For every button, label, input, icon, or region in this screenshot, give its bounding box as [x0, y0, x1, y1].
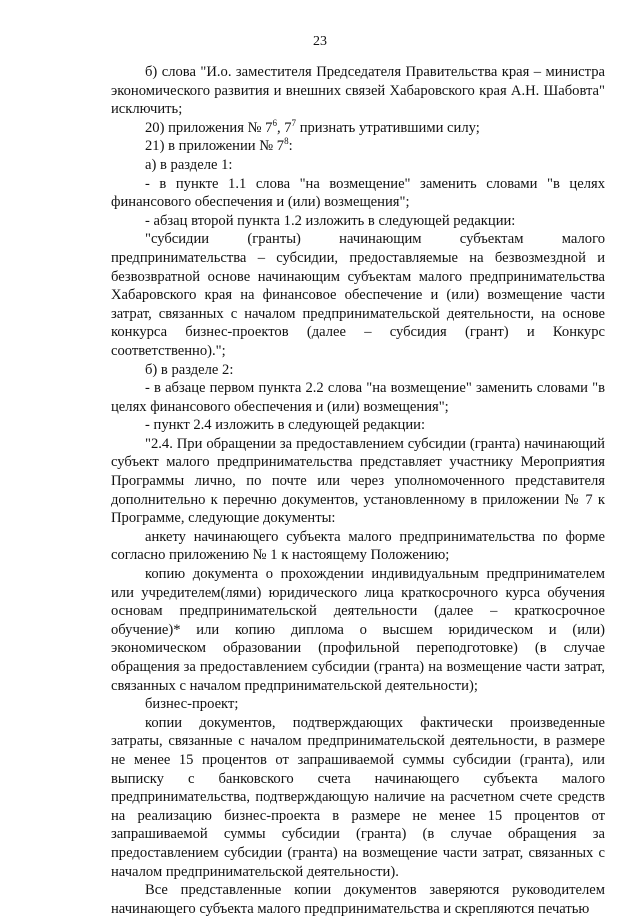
paragraph-point-2-4-intro: - пункт 2.4 изложить в следующей редакции:: [145, 417, 426, 434]
document-body: [111, 63, 605, 918]
paragraph-point-1-1: - в пункте 1.1 слова "на возмещение" заменить словами "в целях финансового обеспечения и (или) возмещения";: [111, 175, 605, 211]
paragraph-b-remove-words: б) слова "И.о. заместителя Председателя Правительства края – министра экономического развития и внешних связей Хабаровского края А.Н. Шабовта" исключить;: [111, 64, 605, 118]
paragraph-point-2-4-text: "2.4. При обращении за предоставлением субсидии (гранта) начинающий субъект малого предпринимательства представляет участнику Мероприятия Программы лично, по почте или через уполномоченного представителя дополнительно к перечню документов, установленному в приложении № 7 к Программе, следующие документы:: [111, 435, 605, 527]
paragraph-point-1-2: - абзац второй пункта 1.2 изложить в следующей редакции:: [145, 212, 516, 229]
paragraph-section-1: а) в разделе 1:: [145, 156, 233, 173]
paragraph-copies-certification: Все представленные копии документов заверяются руководителем начинающего субъекта малого предпринимательства и скрепляются печатью: [111, 882, 605, 917]
paragraph-subsidy-definition: "субсидии (гранты) начинающим субъектам малого предпринимательства – субсидии, предоставляемые на безвозмездной и безвозвратной основе начинающим субъектам малого предпринимательства Хабаровского края на финансовое обеспечение и (или) возмещение части затрат, связанных с началом предпринимательской деятельности, на основе конкурса бизнес-проектов (далее – субсидия (грант) и Конкурс соответственно).";: [111, 231, 605, 359]
page-number: 23: [313, 34, 327, 49]
paragraph-training-document: копию документа о прохождении индивидуальным предпринимателем или учредителем(лями) юридического лица краткосрочного курса обучения основам предпринимательской деятельности (далее – краткосрочное обучение)* или копию диплома о высшем юридическом и (или) экономическом образовании (профильной переподготовке) (в случае обращения за предоставлением субсидии (гранта) на возмещение части затрат, связанных с началом предпринимательской деятельности);: [111, 566, 605, 694]
item-21-suffix: :: [288, 138, 293, 155]
paragraph-section-2: б) в разделе 2:: [145, 361, 234, 378]
item-20-suffix: признать утратившими силу;: [296, 119, 480, 136]
item-20-middle: , 7: [276, 119, 292, 136]
item-21-text: 21) в приложении № 7: [145, 138, 285, 155]
item-20-sup-2: 7: [291, 117, 297, 128]
paragraph-item-21: [111, 137, 605, 156]
paragraph-cost-documents: копии документов, подтверждающих фактически произведенные затраты, связанные с началом предпринимательской деятельности, в размере не менее 15 процентов от запрашиваемой суммы субсидии (гранта), или выписку с банковского счета начинающего субъекта малого предпринимательства, подтверждающую наличие на расчетном счете средств на реализацию бизнес-проекта в размере не менее 15 процентов от запрашиваемой суммы субсидии (гранта) (в случае обращения за предоставлением субсидии (гранта) на возмещение части затрат, связанных с началом предпринимательской деятельности).: [111, 714, 605, 880]
item-21-sup: 8: [284, 136, 289, 147]
item-20-prefix: 20) приложения № 7: [145, 119, 273, 136]
item-20-sup-1: 6: [272, 117, 277, 128]
paragraph-point-2-2: - в абзаце первом пункта 2.2 слова "на возмещение" заменить словами "в целях финансового обеспечения и (или) возмещения";: [111, 380, 605, 415]
paragraph-questionnaire: анкету начинающего субъекта малого предпринимательства по форме согласно приложению № 1 к настоящему Положению;: [111, 528, 605, 564]
paragraph-item-20: [111, 119, 605, 138]
paragraph-business-project: бизнес-проект;: [145, 696, 239, 713]
